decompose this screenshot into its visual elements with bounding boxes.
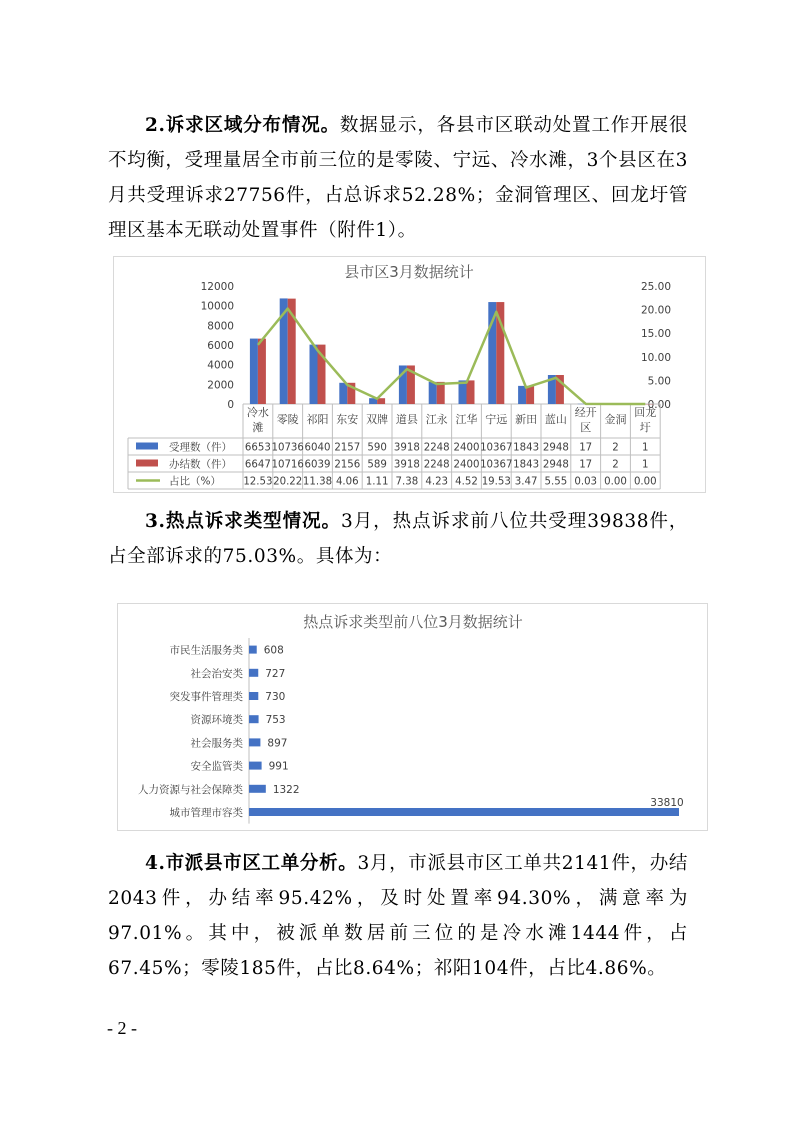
table-cell: 10367 bbox=[480, 442, 513, 454]
bar-received bbox=[250, 339, 258, 404]
data-label: 33810 bbox=[650, 797, 684, 809]
category-label: 东安 bbox=[336, 413, 359, 426]
table-cell: 2 bbox=[612, 442, 619, 454]
paragraph-heading: 4.市派县市区工单分析。 bbox=[145, 853, 358, 874]
bar bbox=[249, 715, 259, 723]
table-cell: 4.52 bbox=[455, 476, 478, 488]
bar-resolved bbox=[467, 380, 475, 404]
data-label: 991 bbox=[268, 760, 289, 773]
table-cell: 590 bbox=[367, 442, 387, 454]
table-cell: 3918 bbox=[393, 442, 420, 454]
table-cell: 2948 bbox=[542, 442, 569, 454]
table-cell: 2248 bbox=[423, 459, 450, 471]
legend-key bbox=[136, 443, 158, 450]
bar-resolved bbox=[258, 339, 266, 404]
y-tick-label: 2000 bbox=[207, 379, 234, 392]
table-cell: 19.53 bbox=[481, 476, 511, 488]
table-cell: 11.38 bbox=[302, 476, 333, 488]
table-cell: 10716 bbox=[271, 459, 304, 471]
table-cell: 2156 bbox=[334, 459, 361, 471]
y-tick-label: 6000 bbox=[207, 340, 234, 352]
paragraph-dispatch-analysis bbox=[108, 846, 688, 986]
category-label: 经开区 bbox=[574, 406, 597, 434]
data-label: 753 bbox=[265, 714, 286, 727]
table-cell: 2400 bbox=[453, 442, 480, 454]
y2-tick-label: 20.00 bbox=[640, 304, 671, 317]
table-cell: 10736 bbox=[271, 442, 304, 454]
legend-label: 办结数（件） bbox=[169, 458, 232, 471]
bar-received bbox=[429, 382, 437, 404]
y-tick-label: 0 bbox=[227, 399, 234, 411]
table-cell: 2400 bbox=[453, 459, 480, 471]
paragraph-region-distribution bbox=[108, 108, 688, 248]
category-label: 城市管理市容类 bbox=[169, 807, 243, 819]
table-cell: 0.00 bbox=[633, 476, 657, 488]
hot-topics-chart bbox=[117, 603, 708, 831]
table-cell: 4.23 bbox=[425, 476, 449, 488]
table-cell: 6647 bbox=[244, 459, 271, 471]
category-label: 突发事件管理类 bbox=[169, 691, 243, 703]
legend-label: 受理数（件） bbox=[169, 441, 232, 454]
table-cell: 0.00 bbox=[604, 476, 627, 488]
paragraph-heading: 2.诉求区域分布情况。 bbox=[145, 115, 340, 136]
page-number: - 2 - bbox=[107, 1018, 137, 1038]
category-label: 道县 bbox=[395, 413, 418, 426]
category-label: 市民生活服务类 bbox=[169, 644, 243, 657]
county-chart-svg bbox=[114, 257, 705, 492]
table-cell: 1.11 bbox=[365, 476, 389, 488]
y2-tick-label: 5.00 bbox=[647, 375, 671, 388]
table-cell: 5.55 bbox=[544, 476, 568, 488]
category-label: 江永 bbox=[425, 413, 448, 426]
bar bbox=[249, 692, 258, 700]
bar bbox=[249, 762, 262, 770]
paragraph-body: 数据显示，各县市区联动处置工作开展很不均衡，受理量居全市前三位的是零陵、宁远、冷水滩，3个县区在3月共受理诉求27756件，占总诉求52.28%；金洞管理区、回龙圩管理区基本无联动处置事件（附件1）。 bbox=[108, 115, 688, 241]
chart-title: 热点诉求类型前八位3月数据统计 bbox=[303, 613, 523, 631]
table-cell: 2 bbox=[612, 459, 619, 471]
table-cell: 6039 bbox=[304, 459, 331, 471]
category-label: 资源环境类 bbox=[190, 714, 243, 727]
bar bbox=[249, 738, 260, 746]
table-cell: 1843 bbox=[513, 459, 540, 471]
table-cell: 1 bbox=[642, 442, 649, 454]
y2-tick-label: 10.00 bbox=[640, 351, 671, 364]
table-cell: 2157 bbox=[334, 442, 361, 454]
category-label: 蓝山 bbox=[544, 413, 567, 426]
paragraph-body: 3月，市派县市区工单共2141件，办结2043件，办结率95.42%，及时处置率94.30%，满意率为97.01%。其中，被派单数居前三位的是冷水滩1444件，占67.45%；零陵185件，占比8.64%；祁阳104件，占比4.86%。 bbox=[108, 853, 688, 979]
bar bbox=[249, 646, 257, 654]
table-cell: 17 bbox=[579, 442, 593, 454]
category-label: 江华 bbox=[455, 413, 478, 426]
table-cell: 17 bbox=[579, 459, 593, 471]
table-cell: 3.47 bbox=[514, 476, 538, 488]
data-label: 730 bbox=[265, 691, 286, 703]
y-tick-label: 4000 bbox=[207, 359, 234, 372]
y2-tick-label: 15.00 bbox=[640, 328, 671, 341]
y2-tick-label: 25.00 bbox=[640, 281, 671, 293]
bar-received bbox=[518, 386, 526, 404]
table-cell: 2248 bbox=[423, 442, 450, 454]
hot-topics-chart-svg bbox=[118, 604, 707, 830]
table-cell: 3918 bbox=[393, 459, 420, 471]
data-label: 897 bbox=[267, 737, 288, 750]
category-label: 冷水滩 bbox=[246, 406, 269, 434]
category-label: 社会治安类 bbox=[190, 667, 243, 680]
table-cell: 4.06 bbox=[335, 476, 359, 488]
category-label: 金洞 bbox=[604, 413, 627, 426]
table-cell: 12.53 bbox=[243, 476, 273, 488]
category-label: 新田 bbox=[515, 413, 538, 426]
y-tick-label: 12000 bbox=[200, 281, 234, 293]
county-chart bbox=[113, 256, 706, 493]
bar bbox=[249, 785, 266, 793]
y-tick-label: 8000 bbox=[207, 320, 234, 333]
paragraph-hot-topics bbox=[108, 504, 688, 574]
bar-received bbox=[339, 383, 347, 404]
category-label: 双牌 bbox=[366, 413, 389, 426]
category-label: 人力资源与社会保障类 bbox=[138, 783, 243, 796]
table-cell: 6040 bbox=[304, 442, 331, 454]
paragraph-heading: 3.热点诉求类型情况。 bbox=[145, 511, 341, 532]
table-cell: 0.03 bbox=[574, 476, 598, 488]
y-tick-label: 10000 bbox=[200, 300, 234, 313]
table-cell: 1843 bbox=[513, 442, 540, 454]
table-cell: 2948 bbox=[542, 459, 569, 471]
bar bbox=[249, 669, 258, 677]
table-cell: 589 bbox=[367, 459, 387, 471]
bar-resolved bbox=[526, 386, 534, 404]
chart-title: 县市区3月数据统计 bbox=[344, 263, 474, 281]
category-label: 回龙圩 bbox=[634, 406, 657, 434]
data-label: 1322 bbox=[272, 783, 300, 796]
paragraph-body: 3月，热点诉求前八位共受理39838件，占全部诉求的75.03%。具体为： bbox=[108, 511, 688, 567]
table-cell: 6653 bbox=[244, 442, 271, 454]
category-label: 宁远 bbox=[485, 413, 508, 426]
table-cell: 7.38 bbox=[395, 476, 419, 488]
table-cell: 20.22 bbox=[273, 476, 303, 488]
bar-received bbox=[310, 345, 318, 404]
legend-key bbox=[136, 460, 158, 467]
bar bbox=[249, 808, 679, 816]
category-label: 社会服务类 bbox=[190, 737, 243, 750]
table-cell: 1 bbox=[642, 459, 649, 471]
y2-tick-label: 0.00 bbox=[647, 399, 671, 411]
category-label: 安全监管类 bbox=[190, 760, 243, 773]
data-label: 608 bbox=[263, 644, 284, 657]
legend-label: 占比（%） bbox=[169, 475, 221, 488]
category-label: 零陵 bbox=[276, 413, 299, 426]
data-label: 727 bbox=[265, 667, 286, 680]
table-cell: 10367 bbox=[480, 459, 513, 471]
category-label: 祁阳 bbox=[306, 413, 329, 426]
